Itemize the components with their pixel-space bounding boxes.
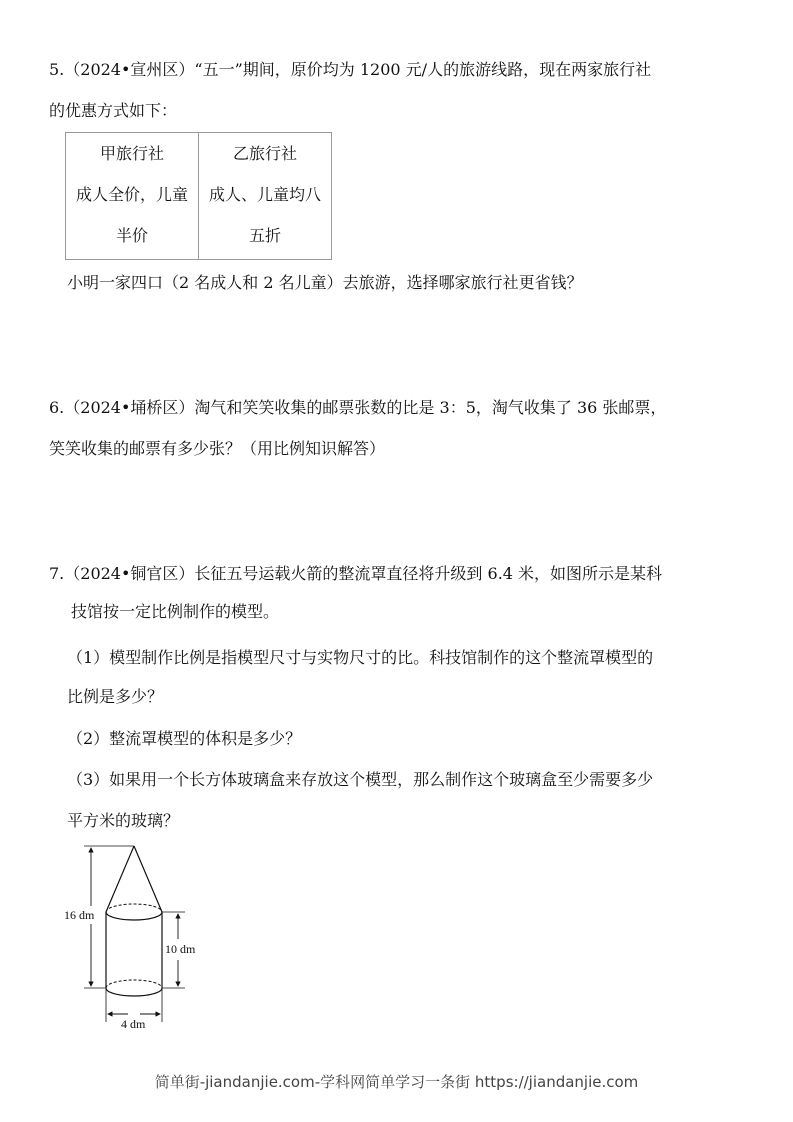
q7-part1-b: 比例是多少？ bbox=[67, 687, 164, 706]
q5-question: 小明一家四口（2 名成人和 2 名儿童）去旅游，选择哪家旅行社更省钱？ bbox=[67, 273, 583, 292]
agency-b-cell bbox=[199, 133, 332, 260]
q5-line1: 5.（2024•宣州区）“五一”期间，原价均为 1200 元/人的旅游线路，现在两家旅行社 bbox=[49, 60, 652, 79]
agency-b-text: 成人、儿童均八 bbox=[208, 185, 321, 204]
q6-line1: 6.（2024•埇桥区）淘气和笑笑收集的邮票张数的比是 3：5，淘气收集了 36 张邮票， bbox=[49, 398, 667, 417]
top-ellipse-front bbox=[106, 912, 162, 920]
q6-line2: 笑笑收集的邮票有多少张？（用比例知识解答） bbox=[49, 439, 386, 458]
agency-a-title: 甲旅行社 bbox=[99, 144, 164, 163]
fairing-model-figure bbox=[62, 838, 212, 1033]
q7-part3-b: 平方米的玻璃？ bbox=[67, 811, 180, 830]
offer-table bbox=[65, 132, 332, 260]
diameter-label: 4 dm bbox=[121, 1017, 146, 1031]
total-height-label: 16 dm bbox=[64, 908, 95, 922]
bottom-ellipse-back bbox=[106, 980, 162, 988]
page-footer: 简单街-jiandanjie.com-学科网简单学习一条街 https://jiandanjie.com bbox=[154, 1073, 639, 1091]
q7-part2: （2）整流罩模型的体积是多少？ bbox=[67, 729, 302, 748]
agency-a-cell bbox=[66, 133, 199, 260]
top-ellipse-back bbox=[106, 904, 162, 912]
q7-line1: 7.（2024•铜官区）长征五号运载火箭的整流罩直径将升级到 6.4 米，如图所示是某科 bbox=[49, 564, 663, 583]
q7-part3-a: （3）如果用一个长方体玻璃盒来存放这个模型，那么制作这个玻璃盒至少需要多少 bbox=[67, 770, 654, 789]
agency-a-text: 成人全价，儿童 bbox=[75, 185, 188, 204]
q7-part1-a: （1）模型制作比例是指模型尺寸与实物尺寸的比。科技馆制作的这个整流罩模型的 bbox=[67, 648, 654, 667]
cone-left-edge bbox=[106, 846, 134, 912]
agency-a-text2: 半价 bbox=[115, 226, 148, 245]
q5-line2: 的优惠方式如下： bbox=[49, 101, 178, 120]
cone-right-edge bbox=[134, 846, 162, 912]
agency-b-text2: 五折 bbox=[248, 226, 281, 245]
agency-b-title: 乙旅行社 bbox=[232, 144, 297, 163]
q7-line2: 技馆按一定比例制作的模型。 bbox=[71, 602, 280, 621]
cyl-height-label: 10 dm bbox=[165, 942, 196, 956]
bottom-ellipse-front bbox=[106, 988, 162, 996]
